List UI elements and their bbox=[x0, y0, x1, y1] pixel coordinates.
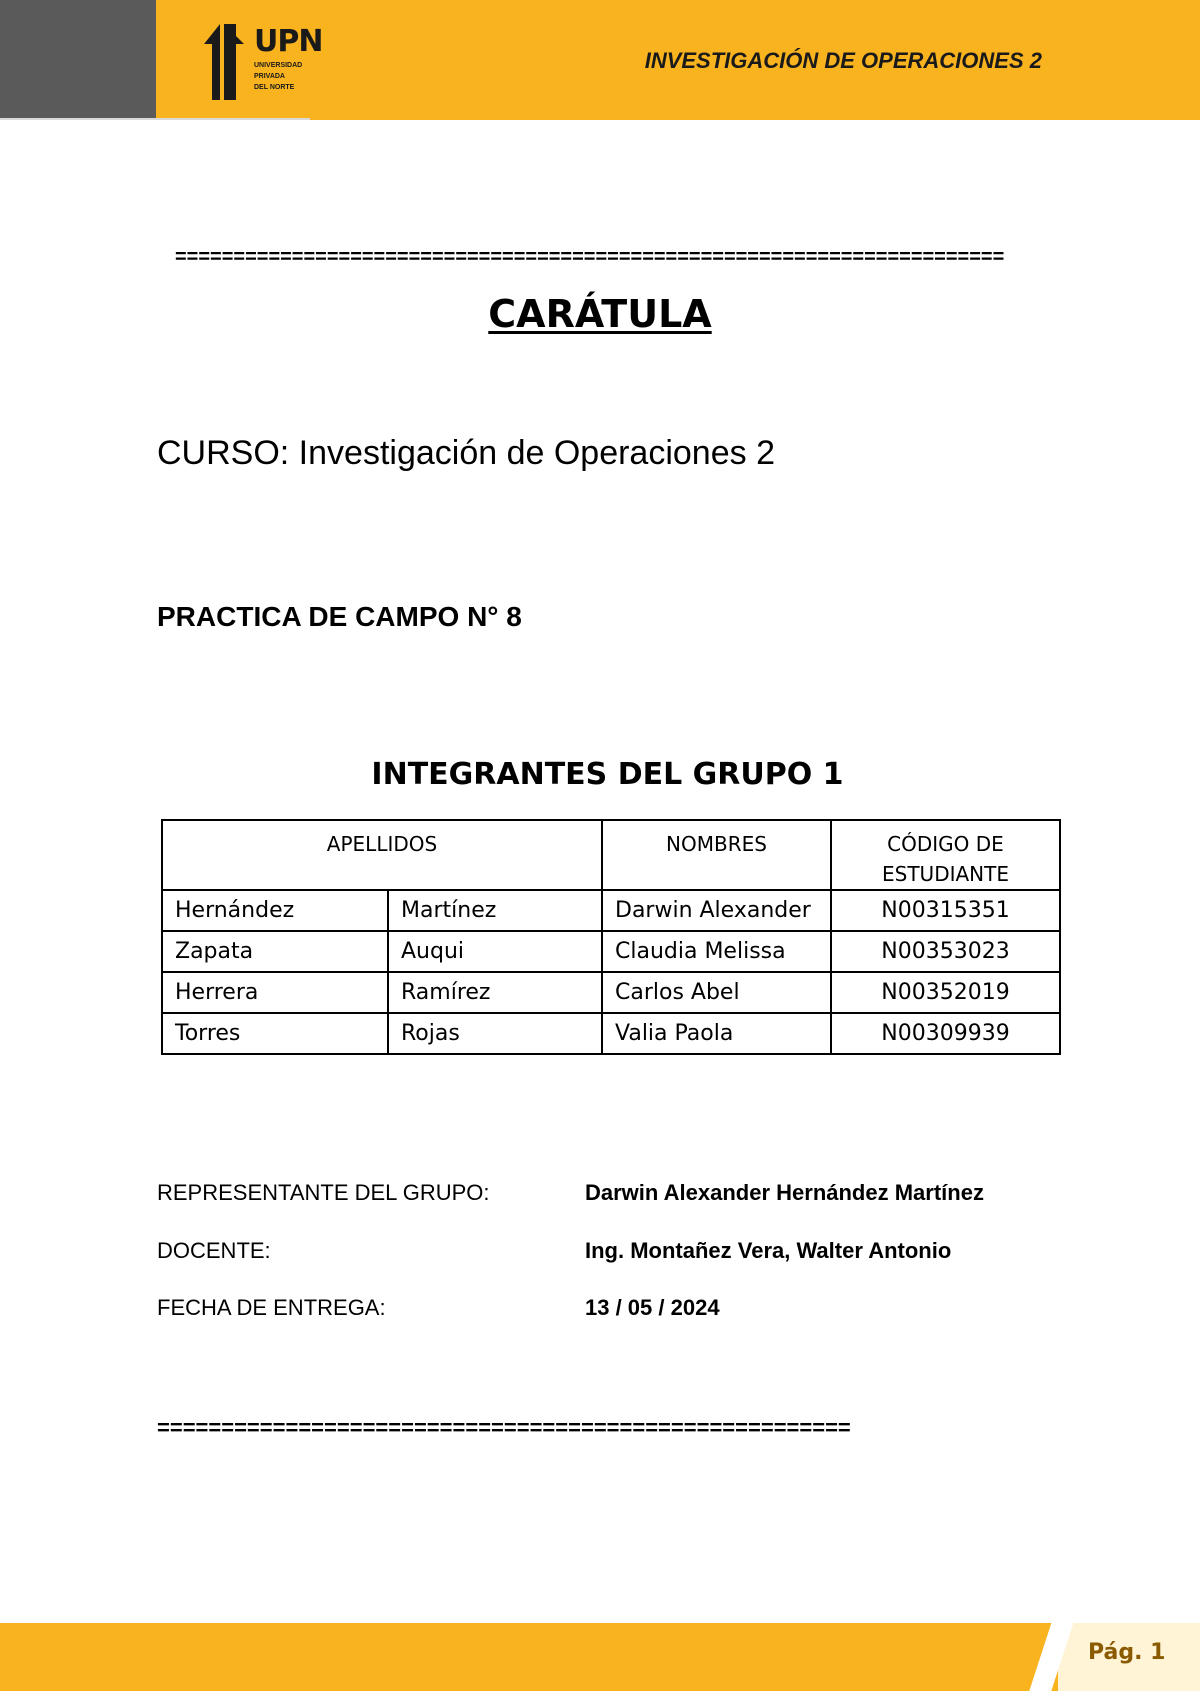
members-table bbox=[161, 819, 1061, 1055]
practice-title: PRACTICA DE CAMPO N° 8 bbox=[157, 601, 522, 632]
cell-apellido-1: Torres bbox=[162, 1013, 388, 1054]
header-codigo-line-2: ESTUDIANTE bbox=[882, 862, 1009, 886]
cell-codigo: N00353023 bbox=[831, 931, 1060, 972]
table-row bbox=[162, 972, 1060, 1013]
representative-row bbox=[157, 1180, 984, 1206]
table-row bbox=[162, 931, 1060, 972]
table-row bbox=[162, 890, 1060, 931]
representative-label: REPRESENTANTE DEL GRUPO: bbox=[157, 1180, 490, 1205]
cell-apellido-1: Zapata bbox=[162, 931, 388, 972]
members-title: INTEGRANTES DEL GRUPO 1 bbox=[371, 757, 844, 792]
teacher-row bbox=[157, 1238, 952, 1264]
cell-apellido-1: Hernández bbox=[162, 890, 388, 931]
cell-nombres: Claudia Melissa bbox=[602, 931, 831, 972]
header-apellidos: APELLIDOS bbox=[162, 820, 602, 890]
cell-codigo: N00352019 bbox=[831, 972, 1060, 1013]
logo-sub-line-3: DEL NORTE bbox=[254, 84, 295, 91]
upn-logo bbox=[200, 22, 323, 102]
cell-nombres: Darwin Alexander bbox=[602, 890, 831, 931]
header-gray-block bbox=[0, 0, 156, 120]
header-title: INVESTIGACIÓN DE OPERACIONES 2 bbox=[644, 48, 1042, 73]
separator-bottom: ====================================================== bbox=[157, 1415, 851, 1440]
logo-sub-line-2: PRIVADA bbox=[254, 73, 285, 80]
teacher-label: DOCENTE: bbox=[157, 1238, 271, 1263]
due-date-row bbox=[157, 1295, 720, 1321]
logo-upn-text: UPN bbox=[254, 24, 323, 59]
header-codigo-line-1: CÓDIGO DE bbox=[887, 832, 1004, 856]
footer-bar bbox=[0, 1623, 1200, 1691]
course-label: CURSO: bbox=[157, 434, 290, 472]
course-line bbox=[157, 434, 775, 473]
cell-nombres: Carlos Abel bbox=[602, 972, 831, 1013]
cover-title: CARÁTULA bbox=[488, 292, 712, 336]
table-row bbox=[162, 1013, 1060, 1054]
representative-value: Darwin Alexander Hernández Martínez bbox=[585, 1180, 984, 1205]
due-date-value: 13 / 05 / 2024 bbox=[585, 1295, 720, 1320]
logo-sub-line-1: UNIVERSIDAD bbox=[254, 62, 303, 69]
separator-top: ======================================================================= bbox=[175, 246, 1005, 268]
due-date-label: FECHA DE ENTREGA: bbox=[157, 1295, 386, 1320]
cell-apellido-1: Herrera bbox=[162, 972, 388, 1013]
cell-nombres: Valia Paola bbox=[602, 1013, 831, 1054]
cell-apellido-2: Ramírez bbox=[388, 972, 602, 1013]
upn-arrow-icon bbox=[200, 22, 256, 102]
cell-codigo: N00315351 bbox=[831, 890, 1060, 931]
cell-apellido-2: Rojas bbox=[388, 1013, 602, 1054]
cell-codigo: N00309939 bbox=[831, 1013, 1060, 1054]
page-number: Pág. 1 bbox=[1088, 1640, 1166, 1665]
table-header-row bbox=[162, 820, 1060, 890]
cell-apellido-2: Martínez bbox=[388, 890, 602, 931]
course-value: Investigación de Operaciones 2 bbox=[289, 434, 775, 472]
teacher-value: Ing. Montañez Vera, Walter Antonio bbox=[585, 1238, 952, 1263]
cell-apellido-2: Auqui bbox=[388, 931, 602, 972]
header-nombres: NOMBRES bbox=[602, 820, 831, 890]
header-rule bbox=[0, 118, 310, 120]
header-codigo bbox=[831, 820, 1060, 890]
